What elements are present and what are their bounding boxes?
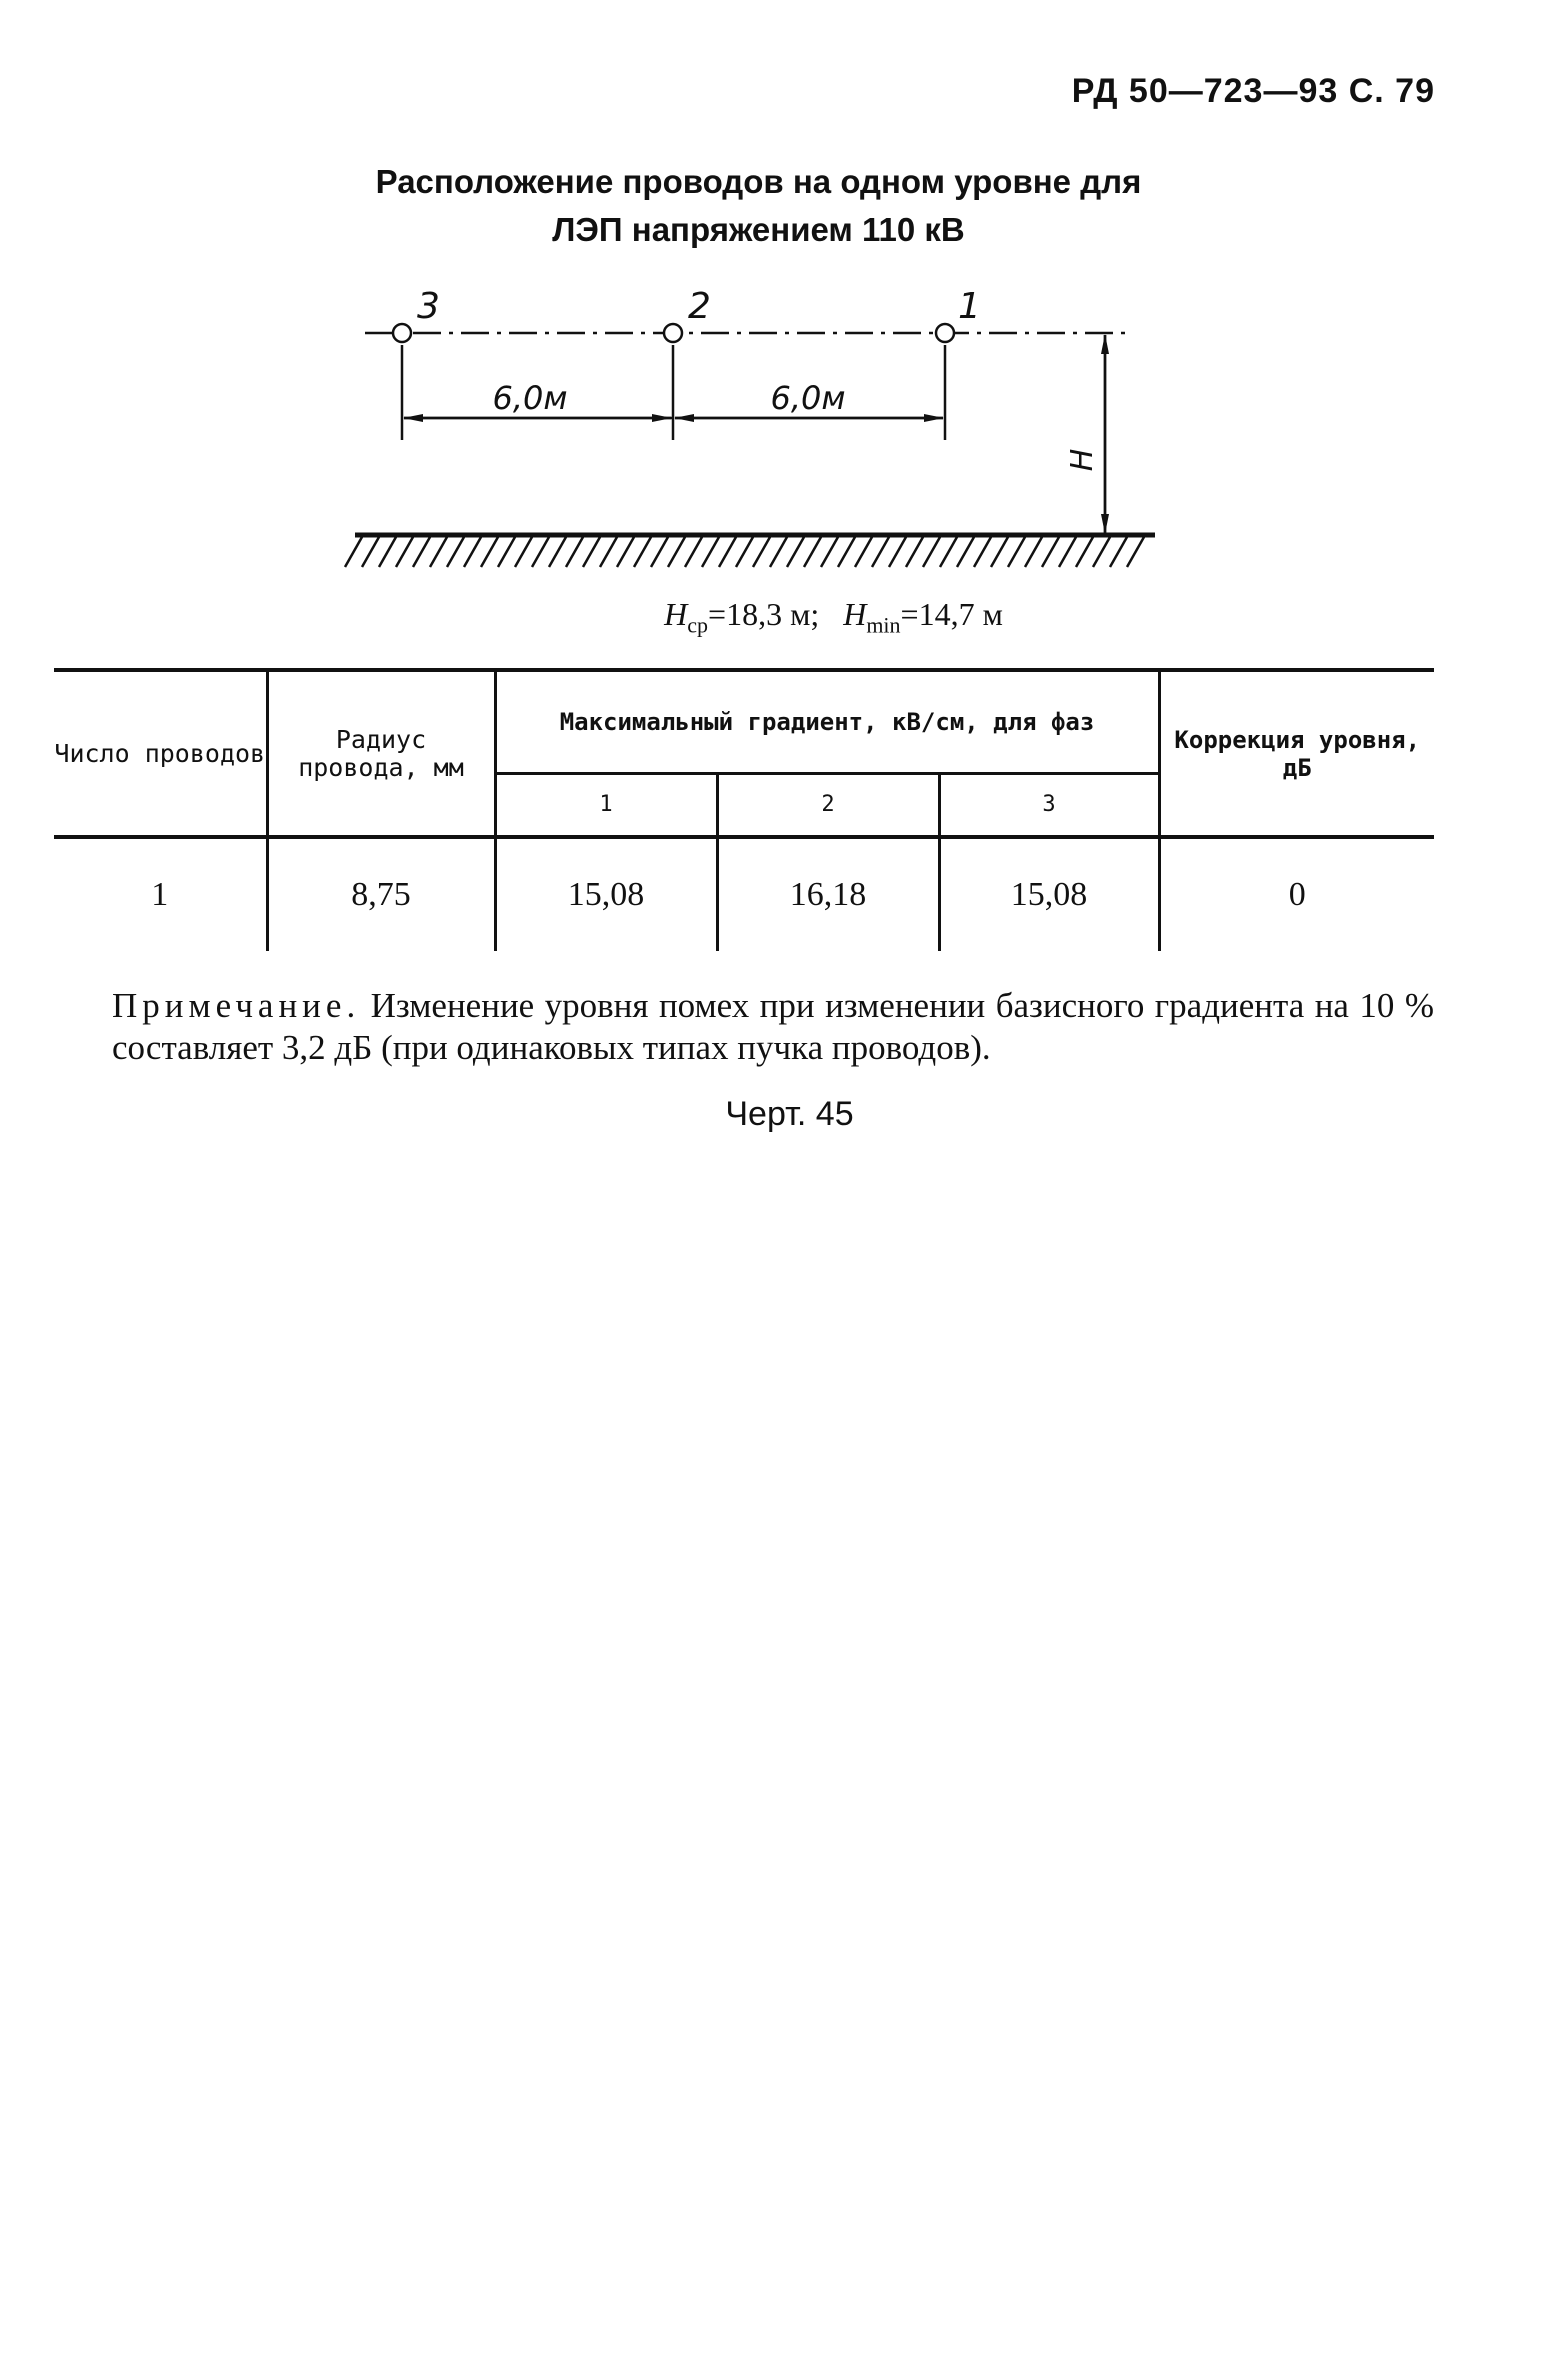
hatch-stroke (413, 537, 430, 567)
hatch-stroke (464, 537, 481, 567)
hatch-stroke (1127, 537, 1144, 567)
h-avg-value: =18,3 м; (708, 596, 820, 632)
hatch-stroke (532, 537, 549, 567)
header-correction: Коррекция уровня, дБ (1159, 670, 1434, 837)
wire-2-marker (664, 324, 682, 342)
hatch-stroke (396, 537, 413, 567)
hatch-stroke (838, 537, 855, 567)
hatch-stroke (821, 537, 838, 567)
table-row (54, 837, 1434, 951)
spacing-label-left: 6,0м (492, 379, 568, 417)
hatch-stroke (651, 537, 668, 567)
hatch-stroke (855, 537, 872, 567)
hatch-stroke (345, 537, 362, 567)
hatch-stroke (702, 537, 719, 567)
spacing-label-right: 6,0м (770, 379, 846, 417)
hatch-stroke (923, 537, 940, 567)
header-phase-3: 3 (939, 774, 1159, 838)
hatch-stroke (362, 537, 379, 567)
hatch-stroke (1025, 537, 1042, 567)
height-label: H (1065, 448, 1100, 472)
wire-arrangement-diagram (0, 0, 1547, 600)
hatch-stroke (617, 537, 634, 567)
header-gradient: Максимальный градиент, кВ/см, для фаз (495, 670, 1159, 774)
hatch-stroke (719, 537, 736, 567)
header-radius: Радиус провода, мм (267, 670, 495, 837)
wire-2-label: 2 (688, 286, 711, 327)
header-phase-2: 2 (717, 774, 939, 838)
hatch-stroke (804, 537, 821, 567)
hatch-stroke (1110, 537, 1127, 567)
h-min-value: =14,7 м (900, 596, 1003, 632)
h-min-symbol: H (843, 596, 867, 632)
note-text: Изменение уровня помех при изменении базисного градиента на 10 % составляет 3,2 дБ (при одинаковых типах пучка проводов). (112, 986, 1435, 1067)
hatch-stroke (1059, 537, 1076, 567)
hatch-stroke (549, 537, 566, 567)
hatch-stroke (753, 537, 770, 567)
hatch-stroke (872, 537, 889, 567)
title-line-1: Расположение проводов на одном уровне для (375, 163, 1142, 200)
h-avg-sub: ср (687, 612, 709, 638)
wire-3-marker (393, 324, 411, 342)
ground-hatching (345, 537, 1144, 567)
hatch-stroke (430, 537, 447, 567)
hatch-stroke (566, 537, 583, 567)
page-header: РД 50—723—93 С. 79 (1071, 72, 1435, 110)
hatch-stroke (481, 537, 498, 567)
hatch-stroke (736, 537, 753, 567)
cell-phase-1: 15,08 (495, 837, 717, 951)
note-label: Примечание. (112, 986, 361, 1025)
h-avg-symbol: H (664, 596, 688, 632)
hatch-stroke (1042, 537, 1059, 567)
cell-phase-3: 15,08 (939, 837, 1159, 951)
cell-radius: 8,75 (267, 837, 495, 951)
note-paragraph (112, 985, 1434, 1069)
hatch-stroke (668, 537, 685, 567)
hatch-stroke (991, 537, 1008, 567)
wire-1-marker (936, 324, 954, 342)
hatch-stroke (600, 537, 617, 567)
cell-wire-count: 1 (151, 876, 169, 913)
hatch-stroke (940, 537, 957, 567)
figure-caption: Черт. 45 (725, 1095, 854, 1133)
gradient-table (54, 668, 1434, 951)
header-phase-1: 1 (495, 774, 717, 838)
height-formula (0, 596, 1547, 638)
cell-phase-2: 16,18 (717, 837, 939, 951)
h-min-sub: min (866, 612, 901, 638)
hatch-stroke (498, 537, 515, 567)
hatch-stroke (379, 537, 396, 567)
hatch-stroke (889, 537, 906, 567)
hatch-stroke (634, 537, 651, 567)
hatch-stroke (906, 537, 923, 567)
hatch-stroke (1008, 537, 1025, 567)
hatch-stroke (957, 537, 974, 567)
title-line-2: ЛЭП напряжением 110 кВ (552, 211, 965, 248)
hatch-stroke (974, 537, 991, 567)
hatch-stroke (583, 537, 600, 567)
hatch-stroke (1093, 537, 1110, 567)
hatch-stroke (515, 537, 532, 567)
wire-3-label: 3 (417, 286, 440, 327)
header-wire-count: Число проводов (54, 738, 266, 768)
hatch-stroke (787, 537, 804, 567)
cell-correction: 0 (1159, 837, 1434, 951)
hatch-stroke (770, 537, 787, 567)
hatch-stroke (447, 537, 464, 567)
wire-1-label: 1 (958, 286, 981, 327)
hatch-stroke (685, 537, 702, 567)
hatch-stroke (1076, 537, 1093, 567)
